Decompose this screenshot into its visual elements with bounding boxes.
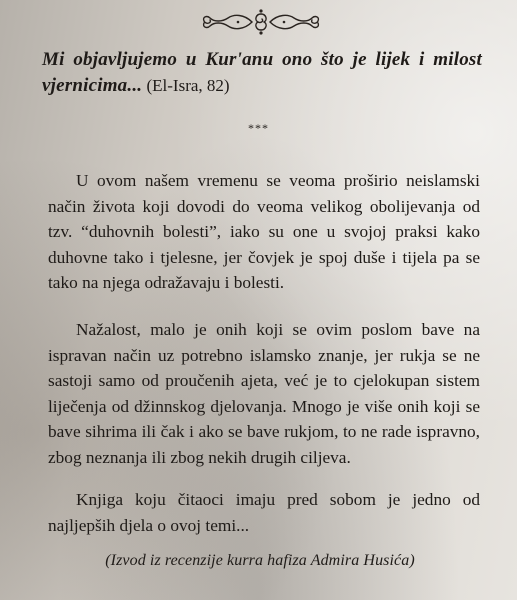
section-separator: *** bbox=[248, 121, 269, 135]
review-excerpt-attribution: (Izvod iz recenzije kurra hafiza Admira Husića) bbox=[105, 552, 415, 569]
decorative-scroll-ornament-icon bbox=[198, 8, 324, 36]
quote-text: Mi objavljujemo u Kur'anu ono što je lijek i milost vjernicima... bbox=[42, 49, 482, 96]
paragraph-2: Nažalost, malo je onih koji se ovim poslom bave na ispravan način uz potrebno islamsko znanje, jer rukja se ne sastoji samo od proučenih ajeta, već je to cjelokupan sistem liječenja od džinnskog djelovanja. Mnogo je više onih koji se bave sihrima ili čak i ako se bave rukjom, to ne rade ispravno, zbog neznanja ili zbog nekih drugih ciljeva. bbox=[48, 320, 480, 467]
paragraph-3: Knjiga koju čitaoci imaju pred sobom je jedno od najljepših djela o ovoj temi... bbox=[48, 490, 480, 535]
paragraph-1: U ovom našem vremenu se veoma proširio neislamski način života koji dovodi do veoma velikog obolijevanja od tzv. “duhovnih bolesti”, iako su one u svojoj praksi kako duhovne tako i tjelesne, jer čovjek je spoj duše i tijela pa se tako na njega odražavaju i bolesti. bbox=[48, 171, 480, 293]
quote-reference: (El-Isra, 82) bbox=[142, 76, 230, 95]
quran-quote bbox=[42, 47, 482, 99]
